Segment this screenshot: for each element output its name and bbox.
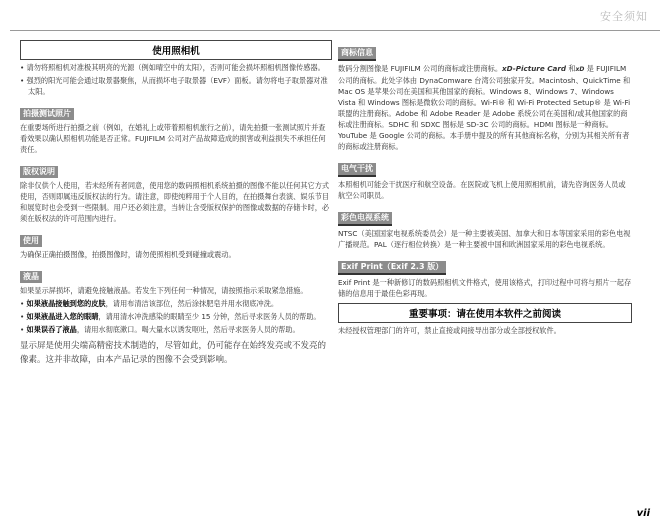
- section-handling: [20, 228, 332, 260]
- section-test-shots: [20, 101, 332, 155]
- list-item: • 请勿将照相机对准极其明亮的光源（例如晴空中的太阳），否则可能会损坏照相机图像传感器。: [20, 62, 332, 73]
- brand-name: xD-Picture Card: [502, 64, 567, 73]
- section-tag: 使用: [20, 235, 42, 247]
- section-software-notice: [338, 303, 632, 336]
- section-tv-systems: [338, 205, 632, 250]
- page-header-title: 安全须知: [600, 10, 648, 23]
- list-item-bold: 如果液晶进入您的眼睛: [26, 312, 99, 321]
- header-rule: [10, 30, 660, 31]
- list-item-rest: ，请用布清洁该部位，然后涂抹肥皂并用水彻底冲洗。: [105, 299, 279, 308]
- section-text: 为确保正确拍摄图像，拍摄图像时，请勿使照相机受到碰撞或震动。: [20, 250, 236, 259]
- list-item: [20, 298, 332, 309]
- xd-logo-icon: xD: [575, 66, 585, 73]
- left-column: [20, 40, 332, 367]
- exif-title-b: （Exif 2.3 版）: [382, 262, 444, 271]
- section-title: 使用照相机: [20, 40, 332, 60]
- right-column: [338, 40, 632, 336]
- section-text: 本照相机可能会干扰医疗和航空设备。在医院或飞机上使用照相机前，请先咨询医务人员或航空公司职员。: [338, 180, 626, 200]
- list-item: • 强烈的阳光可能会通过取景器聚焦，从而损坏电子取景器（EVF）面板。请勿将电子取景器对准太阳。: [20, 75, 332, 97]
- section-tag: 版权说明: [20, 166, 58, 178]
- list-item-bold: 如果误吞了液晶: [26, 325, 77, 334]
- section-text: 在重要场所进行拍摄之前（例如，在婚礼上或带着照相机旅行之前），请先拍摄一张测试照片并查看效果以确认照相机功能是否正常。FUJIFILM 公司对产品故障造成的损害或利益损失不承担任何责任。: [20, 123, 326, 154]
- section-text: Exif Print 是一种新修订的数码照相机文件格式，使用该格式，打印过程中可将与照片一起存储的信息用于最佳色彩再现。: [338, 278, 632, 298]
- section-tag: [338, 261, 446, 275]
- section-trademarks: [338, 40, 632, 152]
- page-number: vii: [636, 508, 650, 519]
- section-text: NTSC（美国国家电视系统委员会）是一种主要被美国、加拿大和日本等国家采用的彩色电视广播规范。PAL（逐行相位转换）是一种主要被中国和欧洲国家采用的彩色电视系统。: [338, 229, 631, 249]
- trademark-text: 数码分割图像是 FUJIFILM 公司的商标或注册商标。: [338, 64, 503, 73]
- section-tag: 电气干扰: [338, 163, 376, 177]
- section-tag: 商标信息: [338, 47, 376, 61]
- section-exif-print: [338, 254, 632, 299]
- list-item-rest: ，请用清水冲洗感染的眼睛至少 15 分钟，然后寻求医务人员的帮助。: [98, 312, 321, 321]
- section-interference: [338, 156, 632, 201]
- section-title: 重要事项：请在使用本软件之前阅读: [338, 303, 632, 323]
- section-text: 除非仅供个人使用，若未经所有者同意，使用您的数码照相机系统拍摄的图像不能以任何其它方式使用，否则即属违反版权法的行为。请注意，即使纯粹用于个人目的，在拍摄舞台表演、娱乐节目和展览时也会受到一些限制。用户还必须注意，当转让含受版权保护的图像或数据的存储卡时，必须在版权法的许可范围内进行。: [20, 181, 330, 223]
- trademark-text: 和: [566, 64, 576, 73]
- list-item-rest: ，请用水彻底漱口。喝大量水以诱发呕吐，然后寻求医务人员的帮助。: [76, 325, 300, 334]
- list-item: [20, 324, 332, 335]
- section-copyright: [20, 159, 332, 224]
- section-text: [338, 63, 632, 152]
- list-item: [20, 311, 332, 322]
- section-using-camera: [20, 40, 332, 97]
- section-text: 未经授权管理部门的许可，禁止直接或间接导出部分或全部授权软件。: [338, 326, 561, 335]
- section-tag: 液晶: [20, 271, 42, 283]
- section-tag: 拍摄测试照片: [20, 108, 74, 120]
- section-liquid-crystal: [20, 264, 332, 367]
- section-text: 如果显示屏损坏，请避免接触液晶。若发生下列任何一种情况，请按照指示采取紧急措施。: [20, 286, 308, 295]
- exif-title-a: Exif Print: [341, 262, 383, 271]
- trademark-text: 是 FUJIFILM 公司的商标。此处字体由 DynaComware 台湾公司独家开发。Macintosh、QuickTime 和 Mac OS 是苹果公司在美国和其他国家的商标。Windows 8、Windows 7、Windows Vista 和 Windows 图标是微软公司的商标。Wi-Fi® 和 Wi-Fi Protected Setup® 是 Wi-Fi 联盟的注册商标。Adobe 和 Adobe Reader 是 Adobe 系统公司在美国和/或其他国家的商标或注册商标。SDHC 和 SDXC 图标是 SD-3C 公司的商标。HDMI 图标是一种商标。YouTube 是 Google 公司的商标。本手册中提及的所有其他商标名称，分别为其相关所有者的商标或注册商标。: [338, 64, 631, 151]
- section-tag: 彩色电视系统: [338, 212, 392, 226]
- section-note: 显示屏是使用尖端高精密技术制造的，尽管如此，仍可能存在始终发亮或不发亮的像素。这并非故障，由本产品记录的图像不会受到影响。: [20, 341, 327, 365]
- list-item-bold: 如果液晶接触到您的皮肤: [26, 299, 106, 308]
